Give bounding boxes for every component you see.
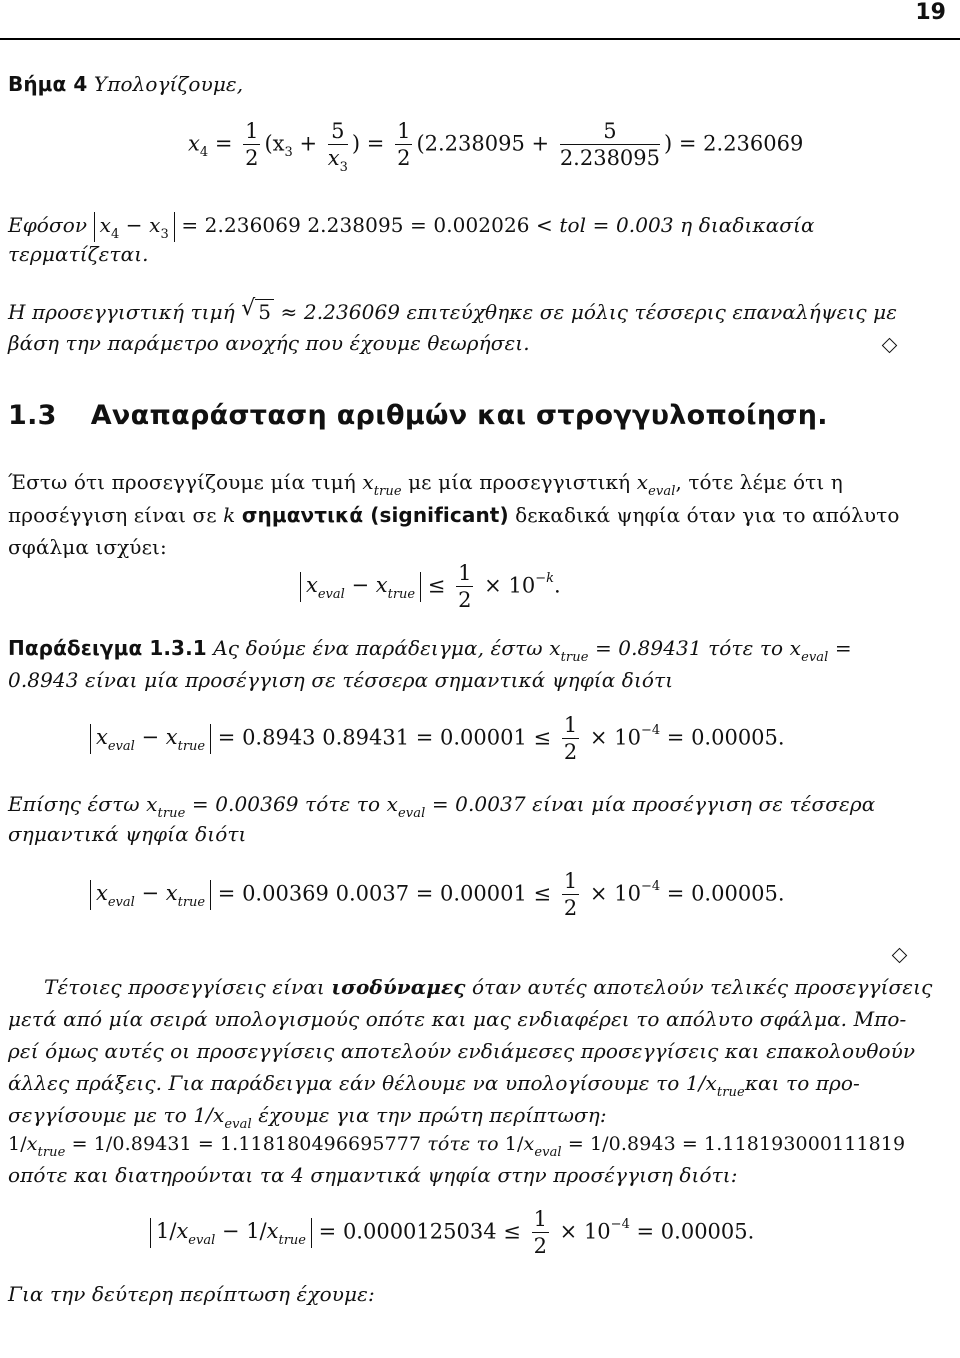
equiv-line-1: Τέτοιες προσεγγίσεις είναι ισοδύναμες όταν αυτές αποτελούν τελικές προσεγγίσεις — [44, 975, 933, 999]
equiv-line-2: μετά από μία σειρά υπολογισμούς οπότε και μας ενδιαφέρει το απόλυτο σφάλμα. Μπο- — [8, 1007, 907, 1031]
equiv-line-4: άλλες πράξεις. Για παράδειγμα εάν θέλουμε να υπολογίσουμε το $1/x_{true}\kappa\alpha\iota$ το προ- — [8, 1071, 860, 1100]
equiv-line-3: ρεί όμως αυτές οι προσεγγίσεις αποτελούν ενδιάμεσες προσεγγίσεις και επακολουθούν — [8, 1039, 916, 1063]
example-equation-2: $x_{eval} - x_{true} = 0.00369$ 0.0037 = 0.00001 ≤ $\frac{1}{2}$ × $10^{-4} = 0.00005$. — [90, 868, 785, 922]
section-number: 1.3 — [8, 400, 57, 431]
also-line-1: Επίσης έστω $x_{true} = 0.00369$ τότε το $x_{eval} = 0.0037$ είναι μία προσέγγιση σε τέσσερα — [8, 792, 876, 821]
section-title: Αναπαράσταση αριθμών και στρογγυλοποίηση. — [90, 400, 828, 431]
abs-value: $x_4 - x_3$ — [94, 212, 175, 242]
definition-equation: $x_{eval} - x_{true}$ ≤ $\frac{1}{2}$ × $10^{-k}$. — [300, 560, 561, 614]
approx-line-1: Η προσεγγιστική τιμή √ 5 ≈ 2.236069 επιτεύχθηκε σε μόλις τέσσερις επαναλήψεις με — [8, 296, 898, 324]
end-of-example-icon — [882, 338, 898, 354]
example-equation-3: $1/x_{eval} - 1/x_{true} = 0.0000125034$ ≤ $\frac{1}{2}$ × $10^{-4} = 0.00005$. — [150, 1206, 754, 1260]
example-line-2: 0.8943 είναι μία προσέγγιση σε τέσσερα σημαντικά ψηφία διότι — [8, 668, 674, 692]
section-heading — [8, 400, 828, 431]
approx-line-2: βάση την παράμετρο ανοχής που έχουμε θεωρήσει. — [8, 331, 530, 355]
definition-line-2: προσέγγιση είναι σε k σημαντικά (significant) δεκαδικά ψηφία όταν για το απόλυτο — [8, 503, 900, 527]
fraction: $\frac{5}{2.238095}$ — [559, 119, 661, 171]
step4-line — [8, 72, 243, 96]
definition-line-3: σφάλμα ισχύει: — [8, 535, 167, 559]
example-label: Παράδειγμα 1.3.1 — [8, 636, 207, 660]
since-line-2: τερματίζεται. — [8, 242, 149, 266]
page-header — [0, 0, 960, 40]
equiv-line-6: $1/x_{true} = 1/0.89431 = 1.118180496695777$ τότε το $1/x_{eval} = 1/0.8943 = 1.118193000111819$ — [8, 1133, 906, 1160]
step4-text: Υπολογίζουμε, — [93, 72, 244, 96]
equation-x4: $x_4$ = $\frac{1}{2}$ ($x_3$ + $\frac{5}{x_3}$ ) = $\frac{1}{2}$ (2.238095 + $\frac{5}{2.238095}$ ) = 2.236069 — [188, 119, 804, 176]
step4-label: Βήμα 4 — [8, 72, 88, 96]
example-line-1: Παράδειγμα 1.3.1 Ας δούμε ένα παράδειγμα, έστω $x_{true} = 0.89431$ τότε το $x_{eval}$ = — [8, 636, 852, 665]
fraction: $\frac{1}{2}$ — [397, 119, 411, 171]
end-of-example-icon — [892, 948, 908, 964]
header-rule — [0, 38, 960, 40]
definition-line-1: Έστω ότι προσεγγίζουμε μία τιμή $x_{true}$ με μία προσεγγιστική $x_{eval}$, τότε λέμε ότι η — [8, 470, 843, 499]
page-number: 19 — [915, 0, 946, 25]
since-line-1: Εφόσον $x_4 - x_3 = 2.236069$ 2.238095 = 0.002026 < tol = 0.003 η διαδικασία — [8, 213, 815, 242]
equiv-line-7: οπότε και διατηρούνται τα 4 σημαντικά ψηφία στην προσέγγιση διότι: — [8, 1163, 738, 1187]
fraction: $\frac{1}{2}$ — [245, 119, 259, 171]
equiv-line-5: σεγγίσουμε με το $1/x_{eval}$ έχουμε για την πρώτη περίπτωση: — [8, 1103, 607, 1132]
example-equation-1: $x_{eval} - x_{true} = 0.8943$ 0.89431 = 0.00001 ≤ $\frac{1}{2}$ × $10^{-4} = 0.00005$. — [90, 712, 785, 766]
second-case-line: Για την δεύτερη περίπτωση έχουμε: — [8, 1282, 375, 1306]
also-line-2: σημαντικά ψηφία διότι — [8, 822, 247, 846]
fraction: $\frac{5}{x_3}$ — [327, 119, 348, 176]
sqrt-symbol: √ 5 — [241, 300, 274, 324]
